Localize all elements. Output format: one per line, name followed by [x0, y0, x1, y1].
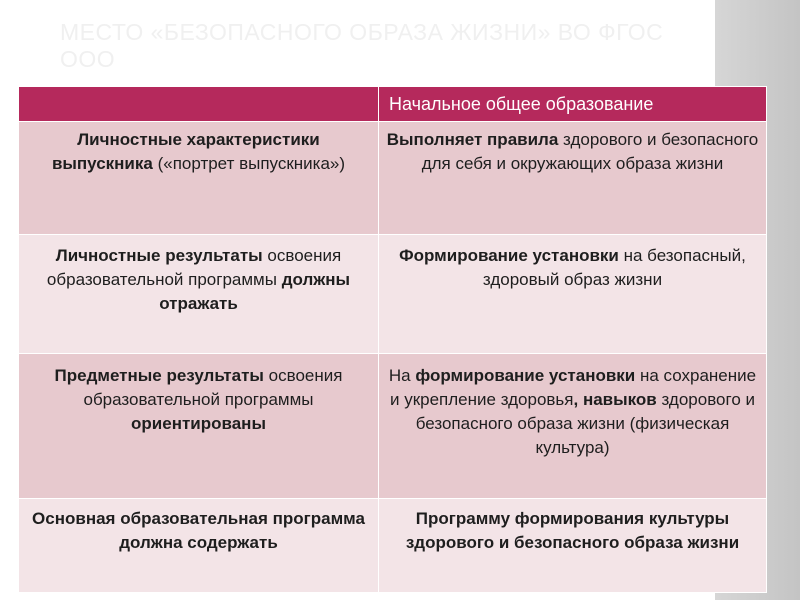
cell-text: освоения образовательной программы — [83, 366, 343, 409]
emphasized-text: Предметные результаты — [54, 366, 264, 385]
row-3-requirement-cell — [379, 354, 767, 499]
emphasized-text: Формирование установки — [399, 246, 619, 265]
row-1-characteristic-cell — [19, 122, 379, 235]
emphasized-text: формирование установки — [415, 366, 636, 385]
row-1-requirement-cell — [379, 122, 767, 235]
table-header-primary-education: Начальное общее образование — [379, 87, 767, 122]
cell-text: («портрет выпускника») — [152, 154, 346, 173]
emphasized-text: , навыков — [573, 390, 657, 409]
table-header-empty-cell — [19, 87, 379, 122]
table-row — [19, 235, 767, 354]
cell-text: на сохранение и укрепление здоровья — [389, 366, 757, 409]
cell-text: освоения образовательной программы — [46, 246, 342, 289]
row-3-characteristic-cell — [19, 354, 379, 499]
table-row — [19, 354, 767, 499]
fgos-comparison-table — [18, 86, 767, 593]
emphasized-text: Основная образовательная программа должна содержать — [32, 509, 365, 552]
emphasized-text: Личностные результаты — [55, 246, 263, 265]
cell-text: здорового и безопасного образа жизни (физическая культура) — [415, 390, 755, 457]
slide-title — [60, 19, 750, 73]
emphasized-text: Выполняет правила — [386, 130, 559, 149]
emphasized-text: Программу формирования культуры здорового и безопасного образа жизни — [405, 509, 740, 552]
table-row — [19, 499, 767, 593]
emphasized-text: должны отражать — [159, 270, 351, 313]
cell-text: На — [388, 366, 416, 385]
emphasized-text: ориентированы — [131, 414, 266, 433]
table-header-row — [19, 87, 767, 122]
row-2-characteristic-cell — [19, 235, 379, 354]
row-4-requirement-cell — [379, 499, 767, 593]
slide-title-line-1: МЕСТО «БЕЗОПАСНОГО ОБРАЗА ЖИЗНИ» ВО ФГОС — [60, 19, 664, 45]
row-2-requirement-cell — [379, 235, 767, 354]
slide-title-line-2: ООО — [60, 46, 116, 72]
table-row — [19, 122, 767, 235]
cell-text: на безопасный, здоровый образ жизни — [482, 246, 746, 289]
row-4-characteristic-cell — [19, 499, 379, 593]
emphasized-text: Личностные характеристики выпускника — [51, 130, 320, 173]
cell-text: здорового и безопасного для себя и окружающих образа жизни — [421, 130, 759, 173]
